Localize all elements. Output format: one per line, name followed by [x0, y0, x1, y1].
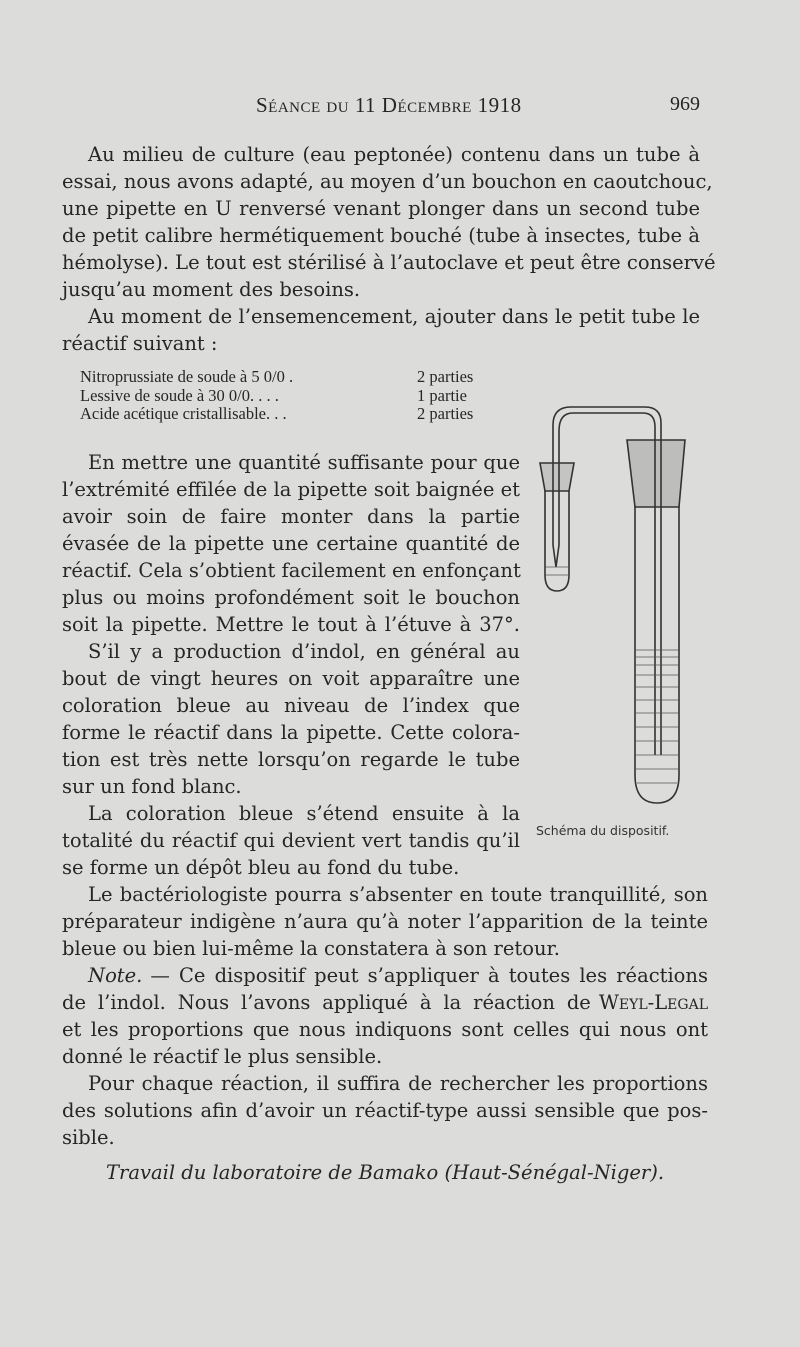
reagent-list	[80, 368, 510, 424]
figure-caption: Schéma du dispositif.	[536, 823, 670, 838]
text-line: hémolyse). Le tout est stérilisé à l’autoclave et peut être conservé	[62, 251, 716, 274]
reagent-quantity: 1 partie	[417, 385, 467, 405]
text-line: essai, nous avons adapté, au moyen d’un bouchon en caoutchouc,	[62, 170, 713, 193]
text-line: totalité du réactif qui devient vert tandis qu’il	[62, 829, 520, 852]
text-line: préparateur indigène n’aura qu’à noter l’apparition de la teinte	[62, 910, 708, 933]
text-line: plus ou moins profondément soit le bouchon	[62, 586, 520, 609]
page-number: 969	[670, 93, 700, 115]
text-line: soit la pipette. Mettre le tout à l’étuve à 37°.	[62, 613, 520, 636]
text-line: et les proportions que nous indiquons sont celles qui nous ont	[62, 1018, 708, 1041]
reagent-name: Lessive de soude à 30 0/0. . . .	[80, 385, 279, 405]
note-label: Note.	[88, 964, 143, 987]
reagent-name: Acide acétique cristallisable. . .	[80, 404, 287, 423]
text-line: Au moment de l’ensemencement, ajouter dans le petit tube le	[88, 305, 700, 328]
footer-credit: Travail du laboratoire de Bamako (Haut-Sénégal-Niger).	[106, 1161, 665, 1184]
text-line: Le bactériologiste pourra s’absenter en toute tranquillité, son	[88, 883, 708, 906]
reagent-quantity: 2 parties	[417, 367, 474, 386]
reagent-name: Nitroprussiate de soude à 5 0/0 .	[80, 367, 294, 386]
text-line: l’extrémité effilée de la pipette soit baignée et	[62, 478, 520, 501]
reagent-row	[80, 368, 510, 387]
text-line: se forme un dépôt bleu au fond du tube.	[62, 856, 460, 879]
reagent-row	[80, 405, 510, 424]
header-title: Séance du 11 Décembre 1918	[256, 93, 522, 117]
text-line: En mettre une quantité suffisante pour que	[88, 451, 520, 474]
apparatus-diagram	[535, 395, 690, 810]
text-line: donné le réactif le plus sensible.	[62, 1045, 383, 1068]
text-line: — Ce dispositif peut s’appliquer à toutes les réactions	[150, 964, 708, 987]
text-line: forme le réactif dans la pipette. Cette colora-	[62, 721, 520, 744]
text-line: évasée de la pipette une certaine quantité de	[62, 532, 520, 555]
text-line: des solutions afin d’avoir un réactif-type aussi sensible que pos-	[62, 1099, 708, 1122]
text-line: réactif. Cela s’obtient facilement en enfonçant	[62, 559, 521, 582]
running-header	[0, 93, 800, 123]
text-line: tion est très nette lorsqu’on regarde le tube	[62, 748, 520, 771]
text-line: jusqu’au moment des besoins.	[62, 278, 361, 301]
author-name: Weyl-Legal	[598, 991, 708, 1014]
note-line	[88, 963, 708, 989]
text-line: Pour chaque réaction, il suffira de rechercher les proportions	[88, 1072, 708, 1095]
text-line: La coloration bleue s’étend ensuite à la	[88, 802, 520, 825]
text-line: sible.	[62, 1126, 115, 1149]
text-line: de petit calibre hermétiquement bouché (tube à insectes, tube à	[62, 224, 700, 247]
text-line: sur un fond blanc.	[62, 775, 242, 798]
text-line: bleue ou bien lui-même la constatera à son retour.	[62, 937, 560, 960]
reagent-row	[80, 387, 510, 406]
reagent-quantity: 2 parties	[417, 404, 474, 423]
text-line: avoir soin de faire monter dans la partie	[62, 505, 520, 528]
text-line: réactif suivant :	[62, 332, 218, 355]
text-line: une pipette en U renversé venant plonger dans un second tube	[62, 197, 700, 220]
text-line: bout de vingt heures on voit apparaître une	[62, 667, 520, 690]
text-line: coloration bleue au niveau de l’index que	[62, 694, 520, 717]
text-line: S’il y a production d’indol, en général au	[88, 640, 520, 663]
text-line-with-name	[62, 990, 708, 1016]
text-line: Au milieu de culture (eau peptonée) contenu dans un tube à	[88, 143, 700, 166]
text-line: de l’indol. Nous l’avons appliqué à la réaction de	[62, 991, 591, 1014]
